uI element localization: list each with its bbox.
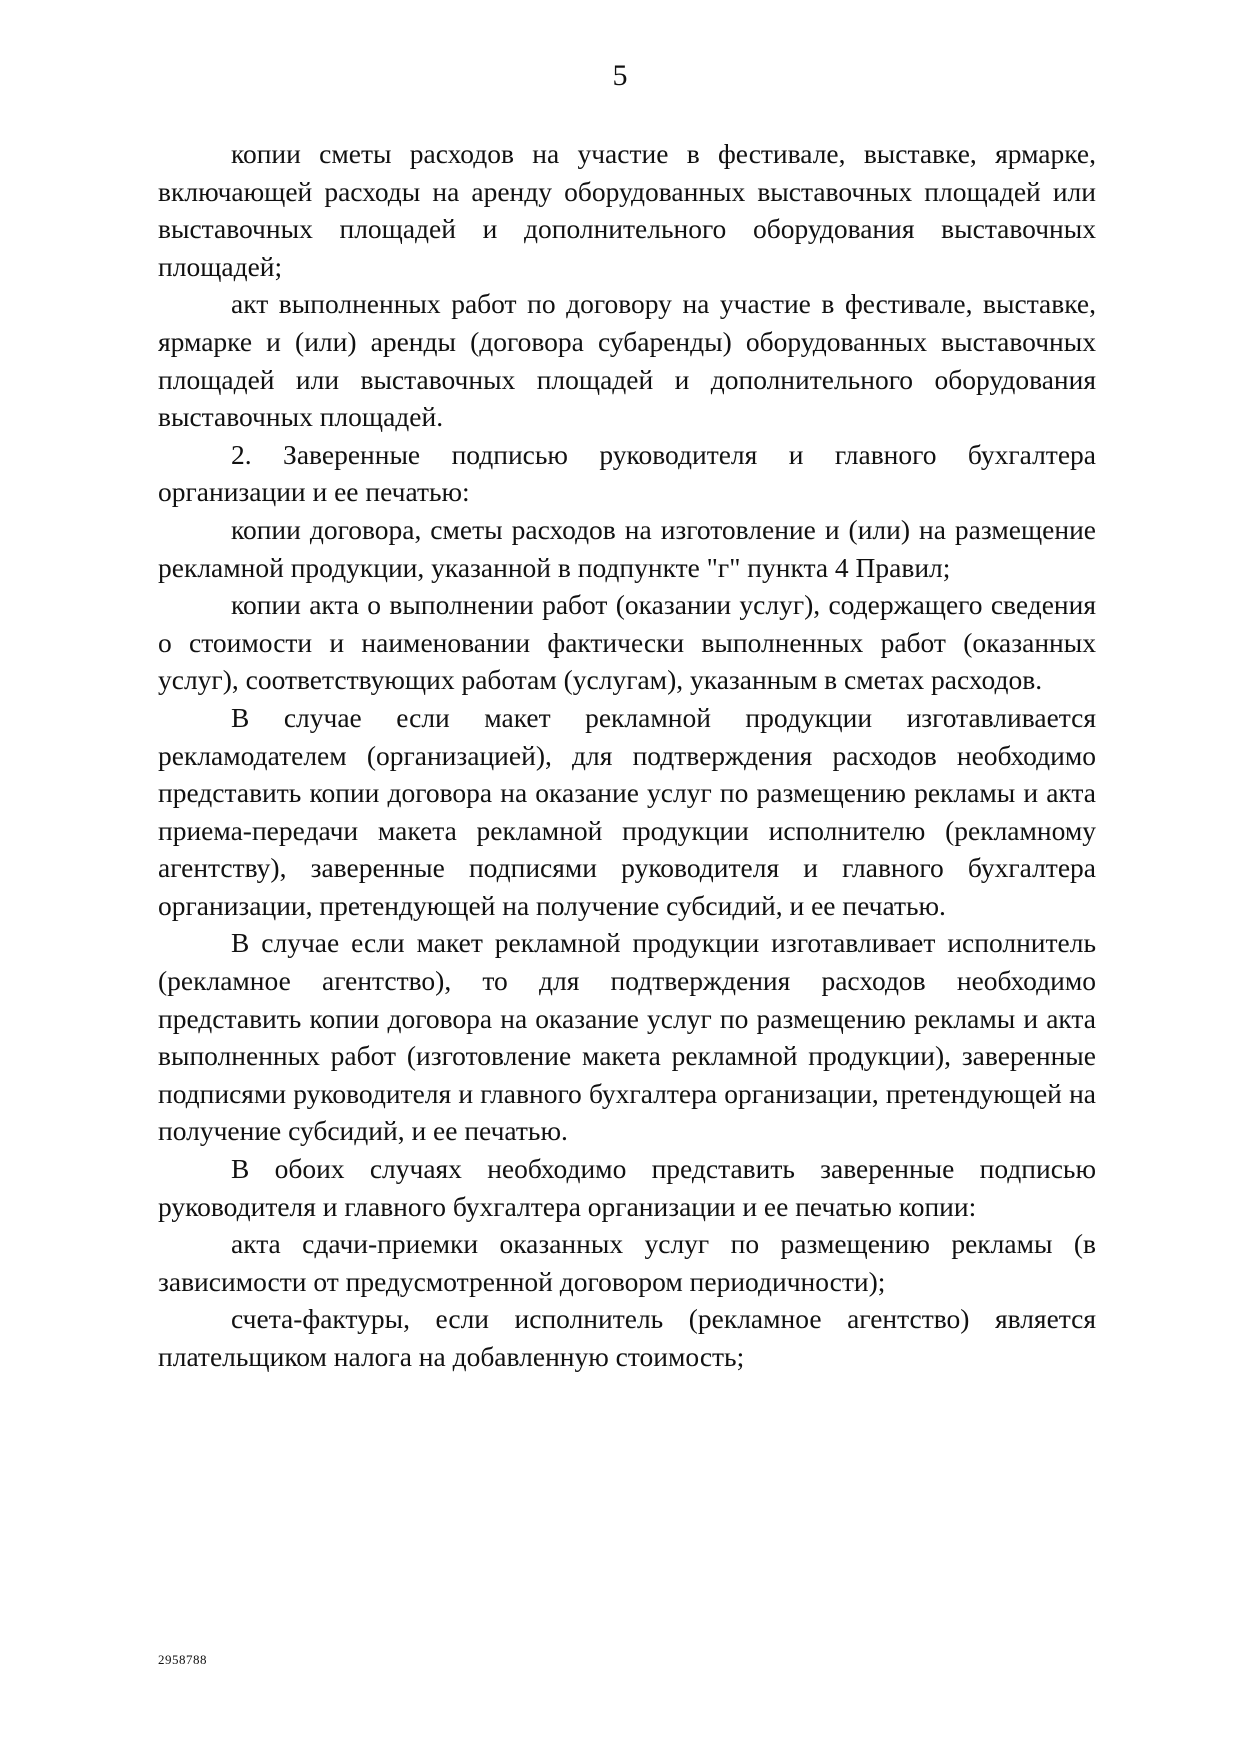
paragraph-case-agency: В случае если макет рекламной продукции изготавливает исполнитель (рекламное агентство), то для подтверждения расходов необходимо представить копии договора на оказание услуг по размещению рекламы и акта выполненных работ (изготовление макета рекламной продукции), заверенные подписями руководителя и главного бухгалтера организации, претендующей на получение субсидий, и ее печатью. (158, 927, 1096, 1147)
paragraph-acceptance-act: акта сдачи-приемки оказанных услуг по размещению рекламы (в зависимости от предусмотренной договором периодичности); (158, 1228, 1096, 1297)
paragraph-invoice: счета-фактуры, если исполнитель (рекламное агентство) является плательщиком налога на добавленную стоимость; (158, 1303, 1096, 1372)
paragraph-both-cases: В обоих случаях необходимо представить заверенные подписью руководителя и главного бухгалтера организации и ее печатью копии: (158, 1153, 1096, 1222)
paragraph-item-2: 2. Заверенные подписью руководителя и главного бухгалтера организации и ее печатью: (158, 438, 1096, 508)
document-body (158, 135, 1096, 1376)
paragraph-estimate-copies: копии сметы расходов на участие в фестивале, выставке, ярмарке, включающей расходы на аренду оборудованных выставочных площадей или выставочных площадей и дополнительного оборудования выставочных площадей; (158, 138, 1096, 282)
paragraph-case-advertiser: В случае если макет рекламной продукции изготавливается рекламодателем (организацией), для подтверждения расходов необходимо представить копии договора на оказание услуг по размещению рекламы и акта приема-передачи макета рекламной продукции исполнителю (рекламному агентству), заверенные подписями руководителя и главного бухгалтера организации, претендующей на получение субсидий, и ее печатью. (158, 701, 1096, 921)
document-code: 2958788 (158, 1652, 207, 1667)
paragraph-work-act: акт выполненных работ по договору на участие в фестивале, выставке, ярмарке и (или) аренды (договора субаренды) оборудованных выставочных площадей или выставочных площадей и дополнительного оборудования выставочных площадей. (158, 288, 1096, 433)
paragraph-contract-copies: копии договора, сметы расходов на изготовление и (или) на размещение рекламной продукции, указанной в подпункте "г" пункта 4 Правил; (158, 513, 1096, 583)
paragraph-act-copies: копии акта о выполнении работ (оказании услуг), содержащего сведения о стоимости и наименовании фактически выполненных работ (оказанных услуг), соответствующих работам (услугам), указанным в сметах расходов. (158, 589, 1096, 696)
page-number: 5 (612, 59, 628, 92)
